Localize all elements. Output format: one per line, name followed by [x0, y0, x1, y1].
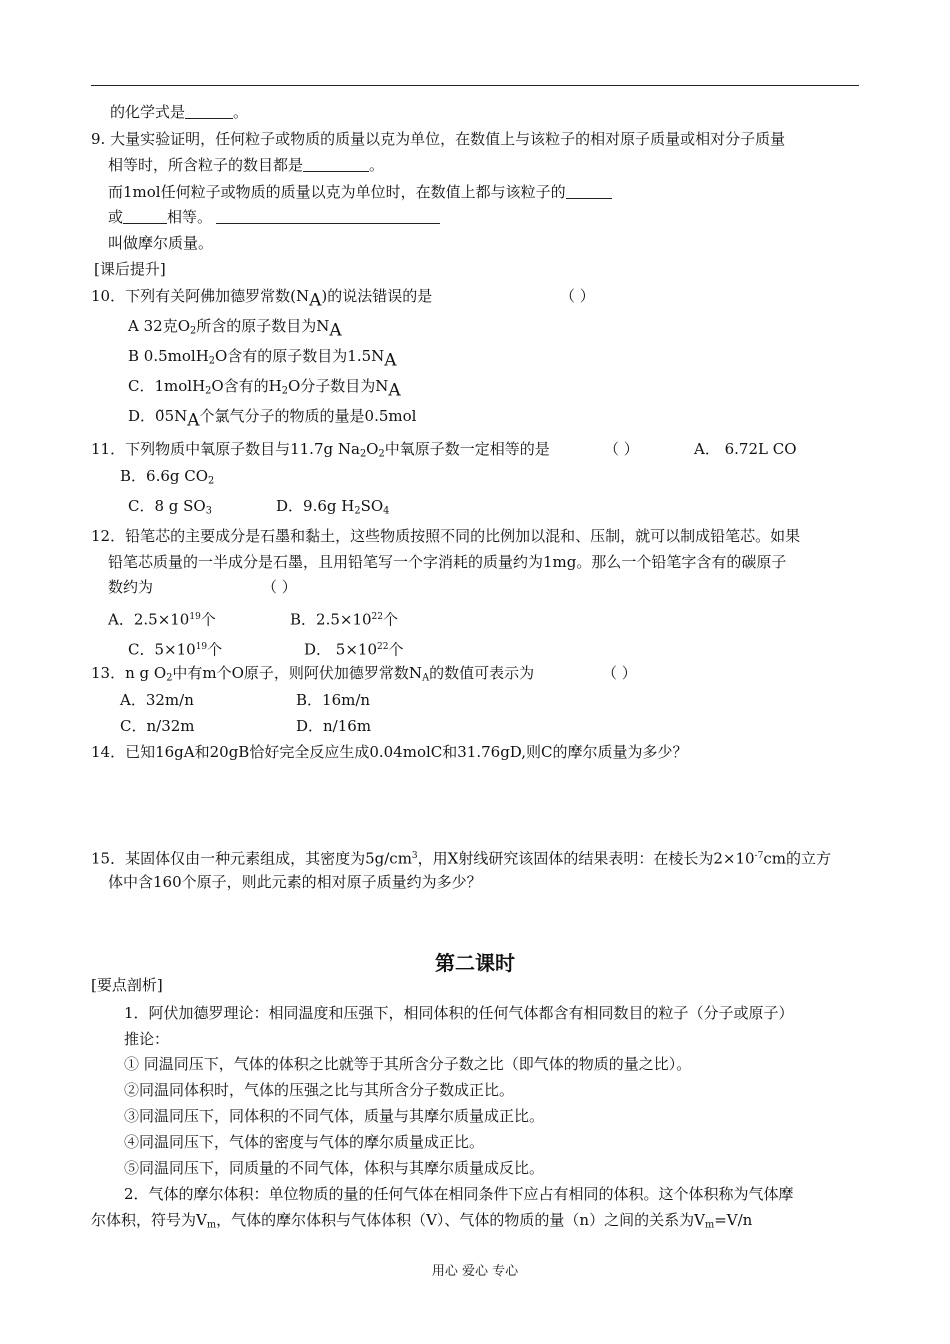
q12-line3: 数约为 — [108, 578, 154, 596]
answer-blank[interactable] — [303, 157, 369, 172]
q13-paren: （ ） — [602, 664, 637, 682]
q11-option-d: D．9.6g $H_2SO_4$ — [276, 497, 390, 517]
lesson-title: 第二课时 — [435, 951, 515, 975]
inference-2: ②同温同体积时，气体的压强之比与其所含分子数成正比。 — [124, 1081, 515, 1099]
q11-stem: 11．下列物质中氧原子数目与11.7g $Na_2O_2$中氧原子数一定相等的是 — [91, 440, 550, 460]
q10-paren: （ ） — [560, 287, 595, 305]
q12-paren: （ ） — [262, 578, 297, 596]
q12-line1: 12．铅笔芯的主要成分是石墨和黏土，这些物质按照不同的比例加以混和、压制，就可以制成铅笔芯。如果 — [91, 527, 801, 545]
inference-4: ④同温同压下，气体的密度与气体的摩尔质量成正比。 — [124, 1133, 485, 1151]
q13-option-c: C．n/32m — [120, 717, 195, 735]
q13-option-d: D．n/16m — [296, 717, 372, 735]
q13-option-b: B．16m/n — [296, 691, 371, 709]
q10-option-b: B 0.5molH$_2$O含有的原子数目为1.5NA — [128, 347, 397, 371]
q12-option-b: B．$2.5\times 10^{22}$个 — [290, 610, 399, 629]
q13-option-a: A．32m/n — [120, 691, 194, 709]
key-point-1-inference: 推论： — [124, 1030, 170, 1048]
q15-line1: 15．某固体仅由一种元素组成，其密度为$5g/cm^3$，用X射线研究该固体的结果表明：在棱长为$2\times 10^{-7}cm$的立方 — [91, 849, 831, 868]
q9-line4: 或 相等。 — [108, 207, 440, 227]
answer-blank[interactable] — [123, 209, 167, 224]
q12-option-c: C．$5\times 10^{19}$个 — [128, 640, 223, 659]
answer-blank[interactable] — [185, 104, 233, 119]
section-after-class: [课后提升] — [94, 260, 166, 278]
q10-stem: 10．下列有关阿佛加德罗常数(NA)的说法错误的是 — [91, 287, 433, 311]
q11-option-c: C．8 g $SO_3$ — [128, 497, 212, 517]
q14: 14．已知16gA和20gB恰好完全反应生成0.04molC和31.76gD,则C的摩尔质量为多少？ — [91, 743, 688, 761]
q8-tail: 的化学式是 。 — [110, 103, 249, 121]
key-point-1: 1．阿伏加德罗理论：相同温度和压强下，相同体积的任何气体都含有相同数目的粒子（分子或原子） — [124, 1004, 794, 1022]
q13-stem: 13．n g $O_2$中有m个O原子，则阿伏加德罗常数$N_A$的数值可表示为 — [91, 664, 535, 684]
q9-line5: 叫做摩尔质量。 — [108, 234, 214, 252]
q11-option-a: A． 6.72L CO — [694, 440, 797, 458]
header-rule — [91, 85, 859, 86]
q9-line1: 9. 大量实验证明，任何粒子或物质的质量以克为单位，在数值上与该粒子的相对原子质量或相对分子质量 — [91, 130, 786, 148]
key-point-2-line2: 尔体积，符号为$V_m$，气体的摩尔体积与气体体积（V）、气体的物质的量（n）之间的关系为$V_m=V/n$ — [91, 1211, 753, 1231]
key-point-2-line1: 2．气体的摩尔体积：单位物质的量的任何气体在相同条件下应占有相同的体积。这个体积称为气体摩 — [124, 1185, 794, 1203]
q9-line2: 相等时，所含粒子的数目都是 。 — [108, 156, 385, 174]
answer-blank[interactable] — [566, 184, 612, 199]
key-points-label: [要点剖析] — [91, 976, 163, 994]
q12-line2: 铅笔芯质量的一半成分是石墨，且用铅笔写一个字消耗的质量约为1mg。那么一个铅笔字含有的碳原子 — [108, 553, 787, 571]
q11-option-b: B．6.6g $CO_2$ — [120, 467, 215, 487]
page-footer: 用心 爱心 专心 — [431, 1264, 519, 1279]
inference-1: ① 同温同压下，气体的体积之比就等于其所含分子数之比（即气体的物质的量之比）。 — [124, 1055, 692, 1073]
q10-option-a: A 32克$O_2$所含的原子数目为NA — [128, 317, 342, 341]
q12-option-a: A．$2.5\times 10^{19}$个 — [108, 610, 216, 629]
q11-paren: （ ） — [604, 440, 639, 458]
q10-option-c: C．1molH$_2$O含有的$H_2O$分子数目为NA — [128, 377, 401, 401]
inference-5: ⑤同温同压下，同质量的不同气体，体积与其摩尔质量成反比。 — [124, 1159, 545, 1177]
q10-option-d: D．0̃5NA个氯气分子的物质的量是0.5mol — [128, 407, 417, 431]
q12-option-d: D． $5\times 10^{22}$个 — [304, 640, 404, 659]
inference-3: ③同温同压下，同体积的不同气体，质量与其摩尔质量成正比。 — [124, 1107, 545, 1125]
answer-blank[interactable] — [216, 209, 440, 224]
q9-line3: 而1mol任何粒子或物质的质量以克为单位时，在数值上都与该粒子的 — [108, 182, 612, 202]
q15-line2: 体中含160个原子，则此元素的相对原子质量约为多少？ — [108, 873, 482, 891]
